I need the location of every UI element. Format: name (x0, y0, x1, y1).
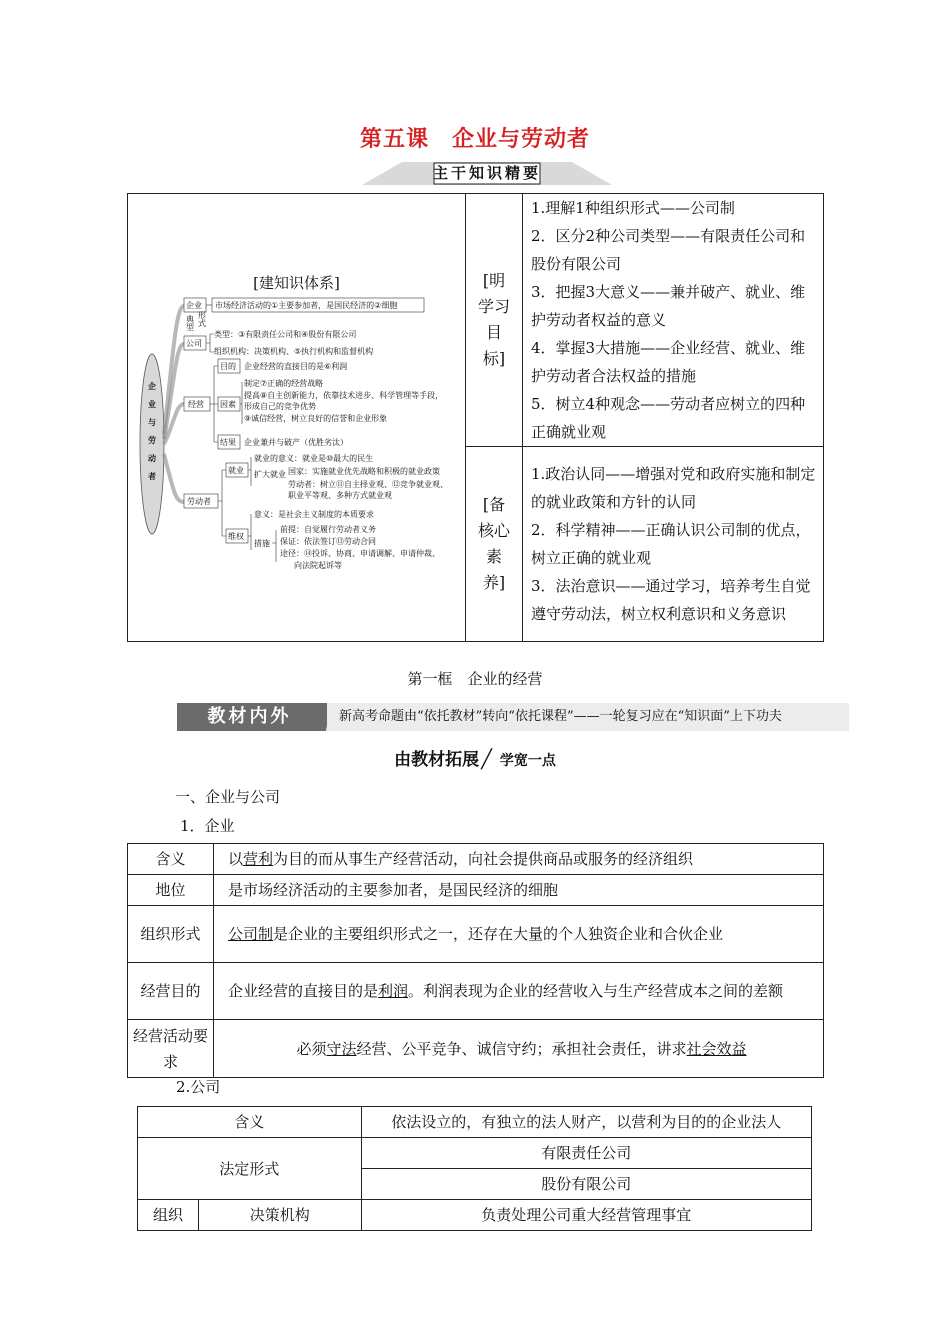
mindmap-measures-line: 前提：自觉履行劳动者义务 (280, 525, 376, 534)
mindmap-measures-line: 保证：依法签订⑬劳动合同 (280, 537, 376, 546)
stripe-head: 教材内外 (177, 703, 322, 731)
row-value: 企业经营的直接目的是利润。利润表现为企业的经营收入与生产经营成本之间的差额 (214, 963, 824, 1020)
page-title: 第五课 企业与劳动者 (359, 126, 590, 152)
mindmap-company-node: 公司 (186, 339, 202, 348)
row-value: 必须守法经营、公平竞争、诚信守约；承担社会责任，讲求社会效益 (214, 1020, 824, 1078)
mindmap-factor-line: 提高⑧自主创新能力，依靠技术进步、科学管理等手段， (244, 391, 444, 400)
mindmap-measures-line: 向法院起诉等 (294, 561, 342, 570)
row-value: 是市场经济活动的主要参加者，是国民经济的细胞 (214, 875, 824, 906)
mindmap-labor-node: 劳动者 (187, 497, 211, 506)
banner-label: 主干知识精要 (432, 164, 541, 182)
mindmap-operation-node: 经营 (188, 400, 204, 409)
heading-company: 2.公司 (176, 1078, 221, 1096)
row-value: 公司制是企业的主要组织形式之一，还存在大量的个人独资企业和合伙企业 (214, 906, 824, 963)
table-row (128, 875, 824, 906)
row-key: 含义 (128, 844, 214, 875)
literacy-label-line: 素 (485, 547, 502, 566)
mindmap-expand-line: 劳动者：树立⑪自主择业观、⑫竞争就业观、 (288, 480, 448, 489)
objective-item: 2．区分2种公司类型——有限责任公司和股份有限公司 (531, 227, 806, 273)
mindmap-purpose-text: 企业经营的直接目的是⑥利润 (244, 362, 348, 371)
objective-item: 3．把握3大意义——兼并破产、就业、维护劳动者权益的意义 (531, 283, 806, 329)
knowledge-system-label: [建知识体系] (253, 274, 340, 292)
knowledge-mindmap (128, 294, 465, 594)
mindmap-employment-node: 就业 (228, 466, 244, 475)
extend-heading: 由教材拓展 ╱ 学宽一点 (394, 749, 556, 770)
mindmap-employment-meaning: 就业的意义：就业是⑩最大的民生 (254, 454, 374, 463)
stripe-body: 新高考命题由“依托教材”转向“依托课程”——一轮复习应在“知识面”上下功夫 (327, 703, 849, 731)
mindmap-factor-line: 形成自己的竞争优势 (244, 402, 316, 411)
table-row (128, 1020, 824, 1078)
mindmap-expand-line: 职业平等观、多种方式就业观 (288, 491, 392, 500)
section-title: 第一框 企业的经营 (407, 670, 543, 688)
overview-table (127, 193, 824, 642)
mindmap-expand-node: 扩大就业 (254, 470, 286, 479)
objectives-label-line: 目 (485, 323, 502, 342)
mindmap-enterprise-side: 典型形式 (186, 311, 206, 332)
mindmap-root-label: 企业与劳动者 (148, 382, 156, 481)
mindmap-measures-node: 措施 (254, 539, 270, 548)
mindmap-result-text: 企业兼并与破产（优胜劣汰） (244, 438, 348, 447)
mindmap-purpose-node: 目的 (220, 362, 236, 371)
row-value: 有限责任公司 (361, 1138, 811, 1169)
literacy-label-line: 核心 (477, 521, 510, 540)
literacy-label-line: [备 (482, 495, 506, 514)
mindmap-factor-line: 制定⑦正确的经营战略 (244, 379, 324, 388)
literacy-list (523, 447, 824, 642)
literacy-item: 1.政治认同——增强对党和政府实施和制定的就业政策和方针的认同 (531, 465, 816, 511)
literacy-item: 2．科学精神——正确认识公司制的优点，树立正确的就业观 (531, 521, 811, 567)
literacy-label (466, 447, 523, 642)
mindmap-enterprise-node: 企业 (186, 301, 202, 310)
row-subkey: 决策机构 (199, 1200, 362, 1231)
literacy-label-line: 养] (482, 573, 506, 592)
mindmap-company-line2: 组织机构：决策机构、⑤执行机构和监督机构 (214, 347, 374, 356)
enterprise-table (127, 843, 824, 1078)
table-row (138, 1107, 812, 1138)
mindmap-measures-line: 途径：⑭投诉、协商、申请调解、申请仲裁、 (280, 549, 440, 558)
row-key: 组织形式 (128, 906, 214, 963)
mindmap-rights-meaning: 意义：是社会主义制度的本质要求 (254, 510, 374, 519)
row-key: 经营目的 (128, 963, 214, 1020)
literacy-item: 3．法治意识——通过学习，培养考生自觉遵守劳动法，树立权利意识和义务意识 (531, 577, 811, 623)
objective-item: 4．掌握3大措施——企业经营、就业、维护劳动者合法权益的措施 (531, 339, 806, 385)
row-value: 负责处理公司重大经营管理事宜 (361, 1200, 811, 1231)
company-table (137, 1106, 812, 1231)
extend-main: 由教材拓展 (394, 750, 480, 770)
objective-item: 5．树立4种观念——劳动者应树立的四种正确就业观 (531, 395, 806, 441)
mindmap-result-node: 结果 (220, 438, 236, 447)
table-row (138, 1138, 812, 1169)
row-key: 含义 (138, 1107, 362, 1138)
objectives-label-line: 标] (482, 349, 506, 368)
table-row (138, 1200, 812, 1231)
row-key: 法定形式 (138, 1138, 362, 1200)
row-value: 以营利为目的而从事生产经营活动，向社会提供商品或服务的经济组织 (214, 844, 824, 875)
table-row (128, 963, 824, 1020)
extend-sub: 学宽一点 (499, 753, 556, 769)
row-value: 依法设立的，有独立的法人财产，以营利为目的的企业法人 (361, 1107, 811, 1138)
row-key: 组织 (138, 1200, 199, 1231)
section-banner (362, 158, 612, 186)
row-value: 股份有限公司 (361, 1169, 811, 1200)
mindmap-expand-line: 国家：实施就业优先战略和积极的就业政策 (288, 467, 440, 476)
objectives-label (466, 194, 523, 447)
mindmap-enterprise-text: 市场经济活动的①主要参加者，是国民经济的②细胞 (215, 301, 398, 310)
heading-enterprise: 1．企业 (180, 817, 235, 835)
objectives-list (523, 194, 824, 447)
heading-enterprise-company: 一、企业与公司 (175, 788, 281, 806)
mindmap-rights-node: 维权 (228, 532, 244, 541)
table-row (128, 906, 824, 963)
row-key: 地位 (128, 875, 214, 906)
mindmap-factor-line: ⑨诚信经营，树立良好的信誉和企业形象 (244, 414, 388, 423)
mindmap-factor-node: 因素 (220, 400, 236, 409)
mindmap-company-line1: 类型：③有限责任公司和④股份有限公司 (214, 330, 357, 339)
objectives-label-line: 学习 (477, 297, 510, 316)
textbook-stripe (177, 703, 849, 731)
objective-item: 1.理解1种组织形式——公司制 (531, 199, 735, 217)
objectives-label-line: [明 (482, 271, 506, 290)
table-row (128, 844, 824, 875)
row-key: 经营活动要求 (128, 1020, 214, 1078)
knowledge-system-cell (128, 194, 466, 642)
